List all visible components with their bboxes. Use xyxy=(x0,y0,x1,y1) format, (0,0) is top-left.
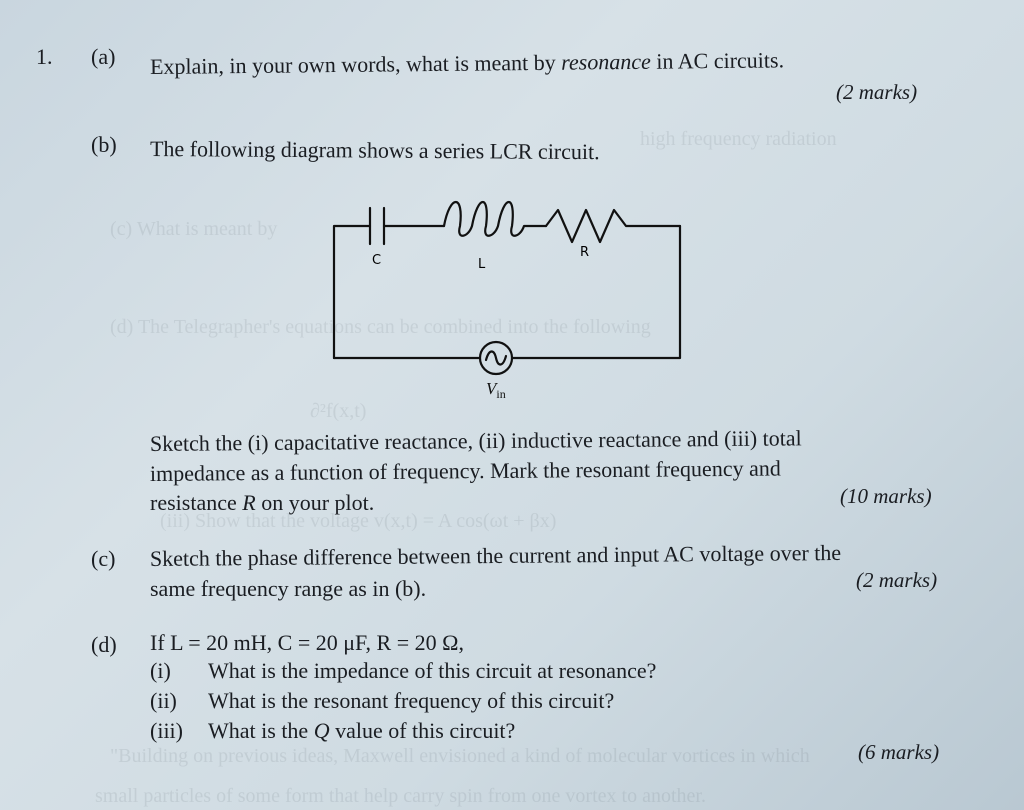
part-d-sub-iii: What is the Q value of this circuit? xyxy=(208,718,516,743)
part-b-line1: Sketch the (i) capacitative reactance, (ii) inductive reactance and (iii) total xyxy=(149,425,802,456)
part-d-marks: (6 marks) xyxy=(858,740,940,764)
part-d-sub-iii-label: (iii) xyxy=(150,718,183,743)
resistor-label: R xyxy=(580,245,590,260)
part-c-marks: (2 marks) xyxy=(856,568,938,592)
part-d-label: (d) xyxy=(91,632,117,657)
part-b-line2: impedance as a function of frequency. Mark the resonant frequency and xyxy=(149,455,781,486)
part-a-marks: (2 marks) xyxy=(836,80,918,104)
left-wire xyxy=(334,226,370,358)
part-d-sub-ii-label: (ii) xyxy=(150,688,177,713)
part-b-label: (b) xyxy=(91,132,117,157)
part-d-sub-i: What is the impedance of this circuit at resonance? xyxy=(208,658,657,683)
part-d-sub-i-label: (i) xyxy=(150,658,171,683)
show-through-text: (d) The Telegrapher's equations can be combined into the following xyxy=(110,316,651,338)
question-number: 1. xyxy=(36,44,53,69)
show-through-text: "Building on previous ideas, Maxwell envisioned a kind of molecular vortices in which xyxy=(110,745,810,767)
capacitor-label: C xyxy=(372,253,382,268)
part-a-text: Explain, in your own words, what is meant by resonance in AC circuits. xyxy=(149,47,785,79)
part-c-label: (c) xyxy=(91,546,116,571)
lcr-circuit-diagram xyxy=(300,180,720,410)
show-through-text: (c) What is meant by xyxy=(110,218,278,240)
part-a-label: (a) xyxy=(91,44,116,69)
part-c-line2: same frequency range as in (b). xyxy=(150,576,427,601)
part-b-intro: The following diagram shows a series LCR circuit. xyxy=(149,136,600,165)
show-through-text: high frequency radiation xyxy=(640,128,837,150)
inductor-label: L xyxy=(478,257,486,272)
ac-source-sine xyxy=(486,351,506,364)
show-through-text: small particles of some form that help carry spin from one vortex to another. xyxy=(95,785,706,807)
part-d-sub-ii: What is the resonant frequency of this circuit? xyxy=(208,688,615,713)
right-wire xyxy=(512,226,680,358)
inductor-coil xyxy=(444,202,546,236)
part-d-given-values: If L = 20 mH, C = 20 μF, R = 20 Ω, xyxy=(150,630,464,655)
part-c-line1: Sketch the phase difference between the current and input AC voltage over the xyxy=(149,539,842,571)
show-through-text: (iii) Show that the voltage v(x,t) = A cos(ωt + βx) xyxy=(160,510,557,532)
part-b-marks: (10 marks) xyxy=(840,484,932,508)
part-b-line3: resistance R on your plot. xyxy=(150,490,375,515)
show-through-text: ∂²f(x,t) xyxy=(310,400,367,422)
source-label: $V_{in}$ xyxy=(486,379,506,401)
resistor-zigzag xyxy=(546,210,680,242)
